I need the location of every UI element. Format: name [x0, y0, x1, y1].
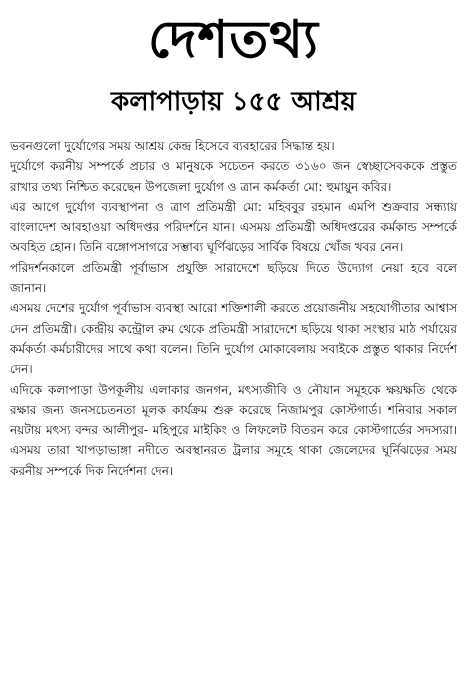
- article-paragraph: ভবনগুলো দুর্যোগের সময় আশ্রয় কেন্দ্র হিসেবে ব্যবহারের সিদ্ধান্ত হয়।: [10, 139, 335, 153]
- article-paragraph: এর আগে দুর্যোগ ব্যবস্থাপনা ও ত্রাণ প্রতিমন্ত্রী মো: মহিববুর রহমান এমপি শুক্রবার সন্ধ্যায় বাংলাদেশ আবহাওয়া অধিদপ্তর পরিদর্শনে যান। এসময় প্রতিমন্ত্রী অধিদপ্তরের কর্মকান্ড সম্পর্কে অবহিত হোন। তিনি বঙ্গোপসাগরে সম্ভাব্য ঘূর্ণিঝড়ের সার্বিক বিষয়ে খোঁজ খবর নেন।: [10, 199, 457, 255]
- article-paragraph: পরিদর্শনকালে প্রতিমন্ত্রী পূর্বাভাস প্রযুক্তি সারাদেশে ছড়িয়ে দিতে উদ্যোগ নেয়া হবে বলে জানান।: [10, 260, 457, 296]
- article-paragraph: দুর্যোগে করনীয় সম্পর্কে প্রচার ও মানুষকে সচেতন করতে ৩১৬০ জন স্বেচ্ছাসেবককে প্রস্তুত রাখার তথ্য নিশ্চিত করেছেন উপজেলা দুর্যোগ ও ত্রান কর্মকর্তা মো: হুমায়ুন কবির।: [10, 159, 457, 194]
- article-paragraph: এসময় দেশের দুর্যোগ পূর্বাভাস ব্যবস্থা আরো শক্তিশালী করতে প্রয়োজনীয় সহযোগীতার আশ্বাস দেন প্রতিমন্ত্রী। কেন্দ্রীয় কন্ট্রোল রুম থেকে প্রতিমন্ত্রী সারাদেশে ছড়িয়ে থাকা সংস্থার মাঠ পর্যায়ের কর্মকর্তা কর্মচারীদের সাথে কথা বলেন। তিনি দুর্যোগ মোকাবেলায় সবাইকে প্রস্তুত থাকার নির্দেশ দেন।: [10, 301, 457, 377]
- article-paragraph: এদিকে কলাপাড়া উপকূলীয় এলাকার জনগন, মৎস্যজীবি ও নৌযান সমূহকে ক্ষয়ক্ষতি থেকে রক্ষার জন্য জনসচেতনতা মূলক কার্যক্রম শুরু করেছে নিজামপুর কোস্টগার্ড। শনিবার সকাল নয়টায় মৎস্য বন্দর আলীপুর- মহিপুরে মাইকিং ও লিফলেট বিতরন করে কোস্টগার্ডের সদস্যরা। এসময় তারা খাপড়াভাঙ্গা নদীতে অবস্থানরত ট্রলার সমূহে থাকা জেলেদের ঘূর্নিঝড়ের সময় করনীয় সম্পর্কে দিক নির্দেশনা দেন।: [10, 382, 457, 478]
- article-headline: কলাপাড়ায় ১৫৫ আশ্রয়: [111, 87, 356, 117]
- newspaper-masthead: দেশতথ্য: [148, 10, 319, 70]
- article-body: [10, 136, 457, 481]
